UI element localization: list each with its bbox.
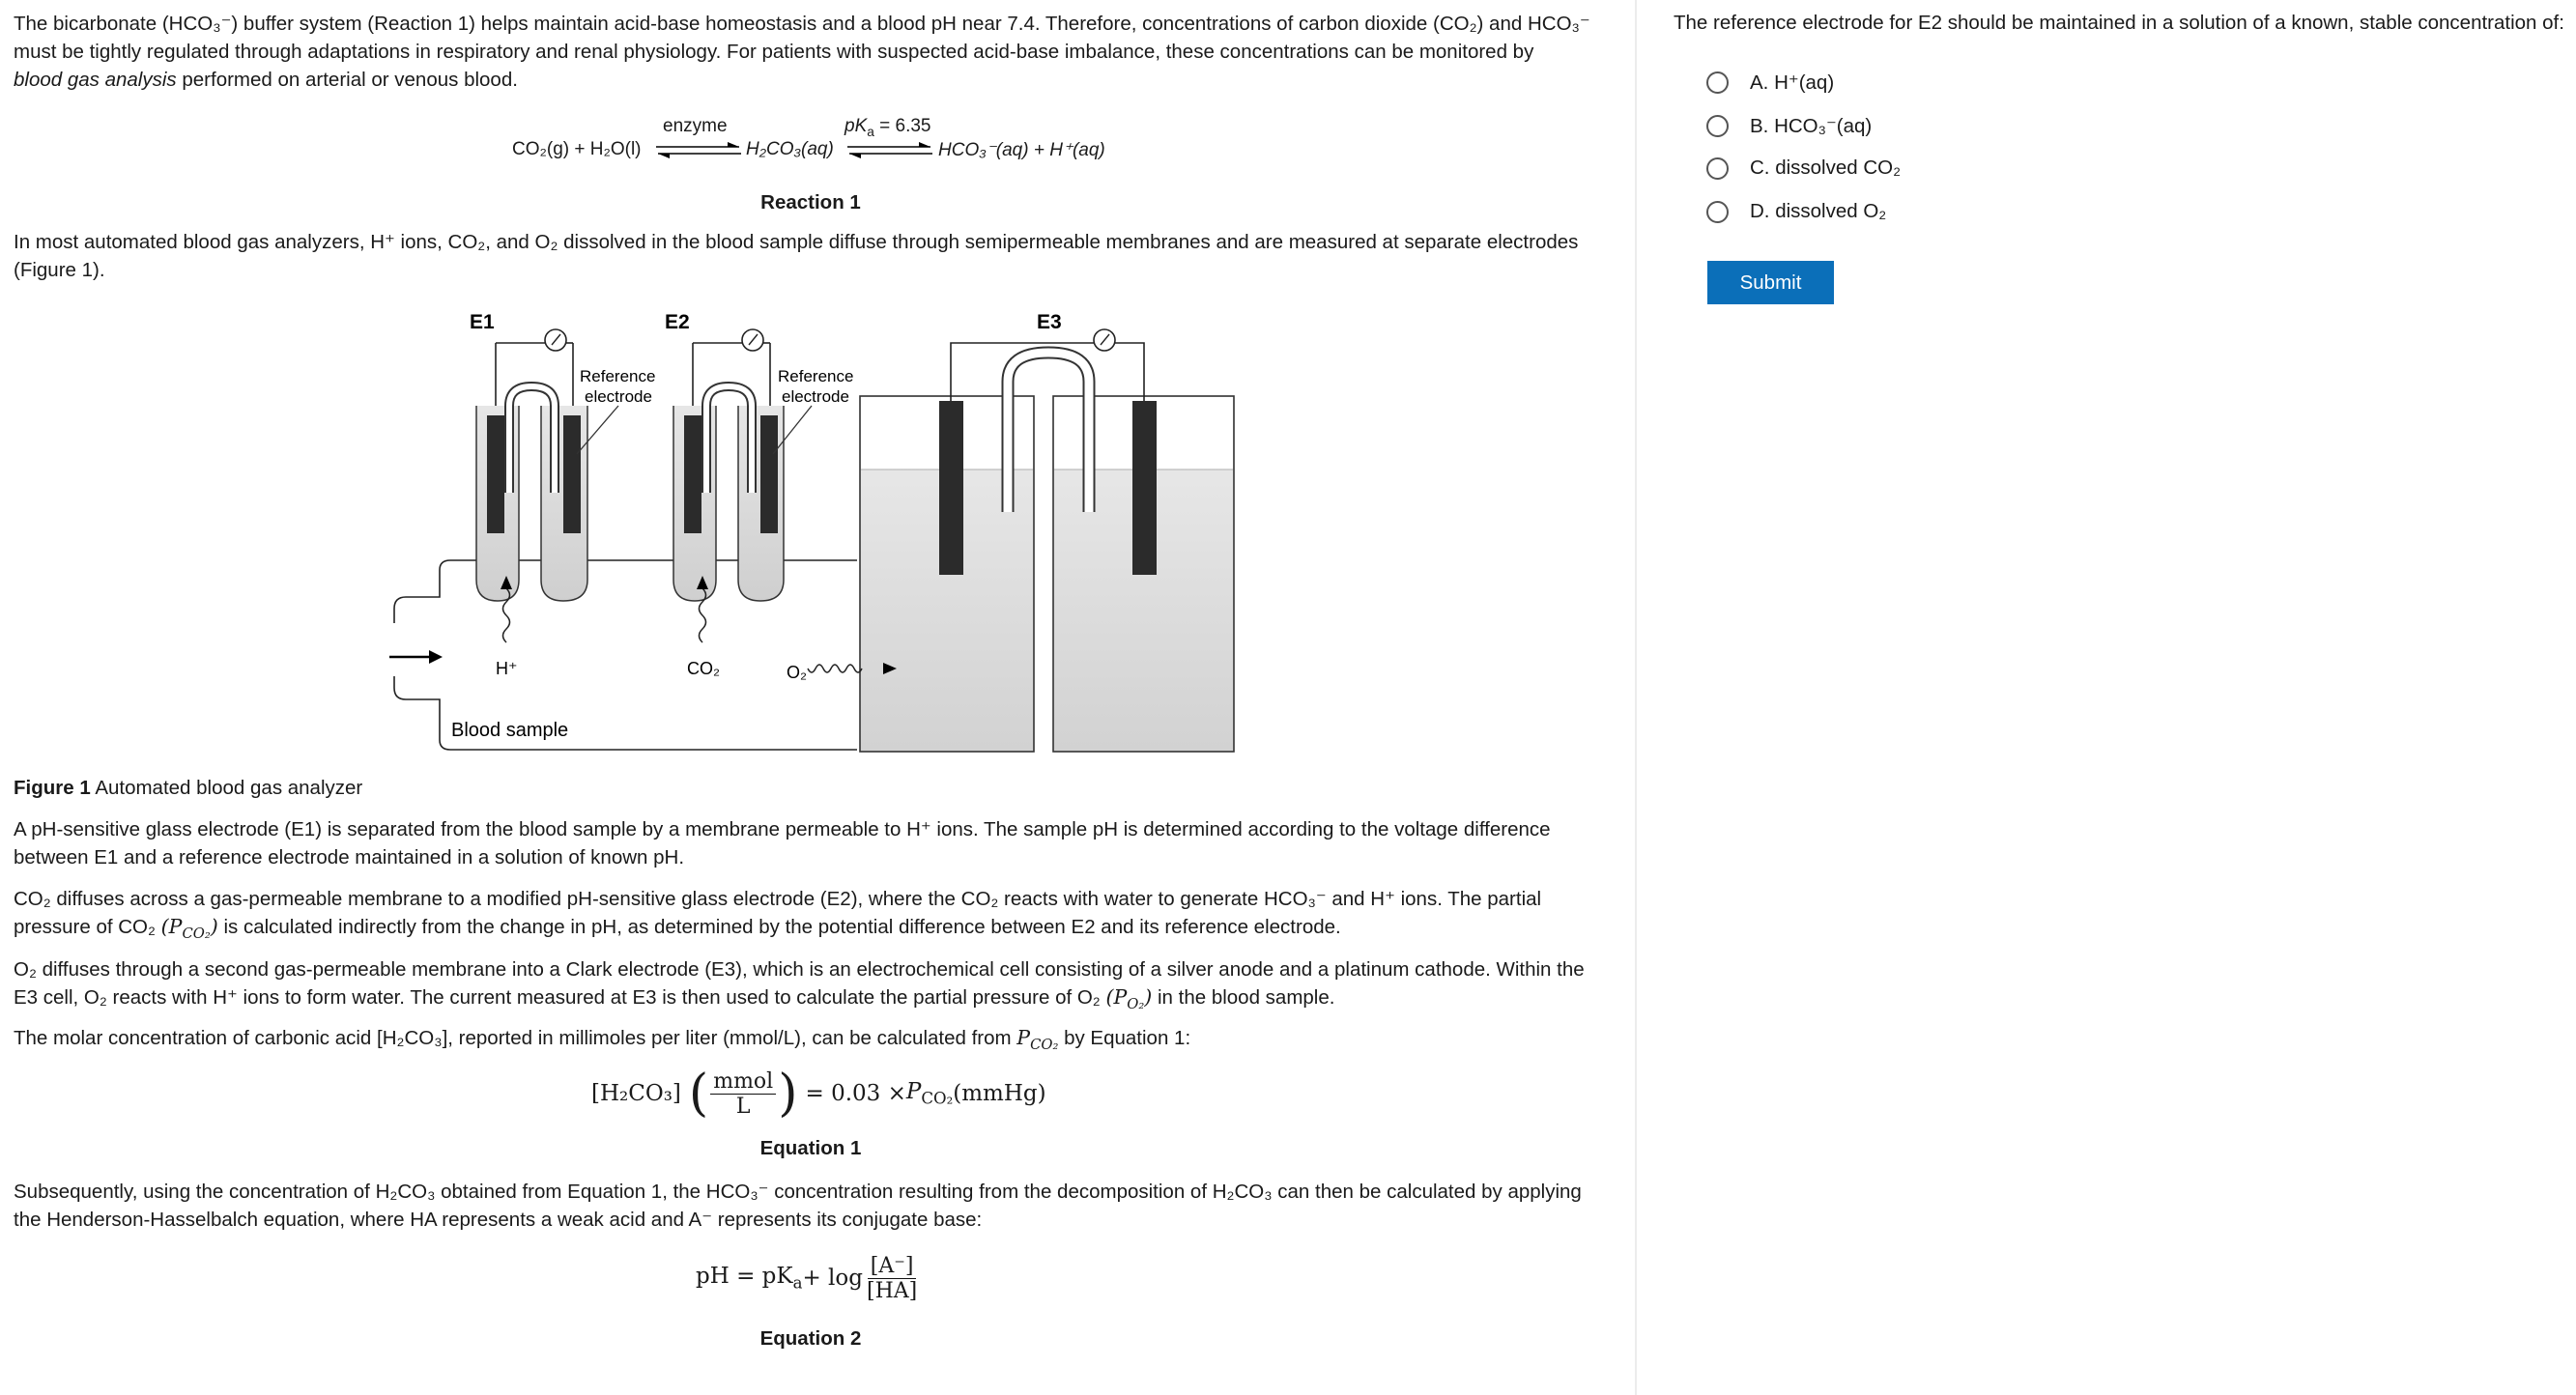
e1-ref-label-2: electrode [585,387,652,406]
paragraph-analyzers [14,228,1617,284]
blood-gas-analysis-term: blood gas analysis [14,69,177,91]
paragraph-molar [14,1024,1617,1059]
option-b-label: B. HCO₃⁻(aq) [1750,114,1873,137]
option-c-radio[interactable] [1706,157,1729,180]
equation-1 [591,1063,1046,1125]
option-a[interactable] [1706,67,1834,98]
pco2-symbol-2: $P_{CO_2}$ [1016,1026,1059,1054]
eq1-unit-num: mmol [710,1069,776,1095]
e2-ref-label-1: Reference [778,367,854,385]
equation-2-caption: Equation 2 [759,1327,862,1350]
eq1-rhs-post: (mmHg) [953,1081,1046,1106]
henderson-line-1: Subsequently, using the concentration of H₂CO₃ obtained from Equation 1, the HCO₃⁻ concentration resulting from the decomposition of H₂CO₃ can then be calculated by applying [14,1181,1582,1203]
e2-line-1: CO₂ diffuses across a gas-permeable membrane to a modified pH-sensitive glass electrode (E2), where the CO₂ reacts with water to generate HCO₃⁻ and H⁺ ions. The partial [14,888,1542,910]
option-a-radio[interactable] [1706,71,1729,94]
co2-label: CO₂ [687,659,720,678]
e2-line-2-post: is calculated indirectly from the change in pH, as determined by the potential difference between E2 and its reference electrode. [217,916,1341,938]
reaction-pka-label: $pK_a = 6.35$ [844,116,931,139]
e1-electrode [487,415,504,533]
eq2-lhs: pH = $pK_a$ [696,1264,803,1293]
h-ion-label: H⁺ [496,659,518,678]
blood-sample-label: Blood sample [451,720,569,741]
eq2-plus-log: + log [802,1266,863,1291]
option-b[interactable] [1706,110,1872,141]
e2-ref-label-2: electrode [782,387,849,406]
sample-channel-top [394,560,857,623]
e1-line-2: between E1 and a reference electrode maintained in a solution of known pH. [14,846,685,868]
eq1-unit-den: L [735,1094,751,1119]
eq1-rhs-pre: = 0.03 × [805,1081,906,1106]
paragraph-e3 [14,955,1617,1018]
e3-label: E3 [1037,311,1062,333]
figure-caption-number: Figure 1 [14,777,91,799]
henderson-line-2: the Henderson-Hasselbalch equation, where HA represents a weak acid and A⁻ represents its conjugate base: [14,1209,983,1231]
equation-2 [696,1246,917,1310]
intro-line-2: must be tightly regulated through adaptations in respiratory and renal physiology. For patients with suspected acid-base imbalance, these concentrations can be monitored by [14,41,1534,63]
o2-label: O₂ [787,663,807,682]
option-b-radio[interactable] [1706,115,1729,137]
eq2-numerator: [A⁻] [868,1254,917,1279]
eq1-pco2: $P_{CO_2}$ [905,1079,954,1108]
e3-wire-right [1115,343,1144,401]
eq1-lhs: [H₂CO₃] [591,1081,681,1106]
eq1-unit-fraction [710,1069,776,1119]
o2-wave [808,665,862,672]
paragraph-henderson [14,1178,1617,1234]
option-c-label: C. dissolved CO₂ [1750,157,1902,179]
eq2-denominator: [HA] [866,1278,918,1303]
equation-1-caption: Equation 1 [759,1137,862,1159]
paragraph-e2 [14,885,1617,948]
po2-symbol: $(P_{O_2})$ [1105,985,1153,1013]
e1-label: E1 [470,311,495,333]
reaction-caption: Reaction 1 [760,191,861,214]
question-panel [1637,0,2576,1395]
e2-line-2-pre: pressure of CO₂ [14,916,161,938]
intro-line-1: The bicarbonate (HCO₃⁻) buffer system (Reaction 1) helps maintain acid-base homeostasis and a blood pH near 7.4. Therefore, concentrations of carbon dioxide (CO₂) and HCO₃⁻ [14,13,1590,35]
flow-arrow-head [429,650,443,664]
intro-line-3: performed on arterial or venous blood. [176,69,518,91]
reaction-middle: H₂CO₃(aq) [746,139,834,159]
e3-line-1: O₂ diffuses through a second gas-permeable membrane into a Clark electrode (E3), which is an electrochemical cell consisting of a silver anode and a platinum cathode. Within the [14,958,1585,981]
molar-pre: The molar concentration of carbonic acid [H₂CO₃], reported in millimoles per liter (mmol/L), can be calculated from [14,1027,1017,1049]
option-d-label: D. dissolved O₂ [1750,200,1887,222]
option-d[interactable] [1706,196,1886,227]
e3-line-2-pre: E3 cell, O₂ reacts with H⁺ ions to form water. The current measured at E3 is then used to calculate the partial pressure of O₂ [14,986,1106,1009]
figure-1-blood-gas-analyzer [382,299,1251,763]
option-c[interactable] [1706,153,1901,184]
molar-post: by Equation 1: [1058,1027,1191,1049]
figure-caption [14,774,1617,802]
e2-electrode [684,415,701,533]
figure-caption-text: Automated blood gas analyzer [90,777,363,799]
e3-anode [939,401,963,575]
analyzers-line-2: (Figure 1). [14,259,105,281]
eq1-paren-close: ) [778,1065,798,1123]
equilibrium-arrow-1 [654,141,743,160]
paragraph-intro [14,10,1617,94]
e1-line-1: A pH-sensitive glass electrode (E1) is separated from the blood sample by a membrane permeable to H⁺ ions. The sample pH is determined according to the voltage difference [14,818,1551,840]
equilibrium-arrow-2 [845,141,934,160]
analyzers-line-1: In most automated blood gas analyzers, H⁺ ions, CO₂, and O₂ dissolved in the blood sample diffuse through semipermeable membranes and are measured at separate electrodes [14,231,1579,253]
e2-label: E2 [665,311,690,333]
submit-button[interactable]: Submit [1707,261,1834,304]
e1-ref-label-1: Reference [580,367,656,385]
pco2-symbol: $(P_{CO_2})$ [160,915,218,943]
reaction-products: HCO₃⁻(aq) + H⁺(aq) [938,140,1105,160]
question-text: The reference electrode for E2 should be maintained in a solution of a known, stable concentration of: [1674,12,2564,34]
e3-line-2-post: in the blood sample. [1152,986,1335,1009]
option-d-radio[interactable] [1706,201,1729,223]
e1-ref-electrode [563,415,581,533]
paragraph-e1 [14,815,1617,871]
reaction-enzyme-label: enzyme [663,116,728,136]
reaction-reactants: CO₂(g) + H₂O(l) [512,139,642,159]
e2-ref-electrode [760,415,778,533]
option-a-label: A. H⁺(aq) [1750,71,1835,94]
eq2-fraction [867,1254,917,1303]
eq1-paren-open: ( [688,1065,709,1123]
e3-cathode [1132,401,1157,575]
